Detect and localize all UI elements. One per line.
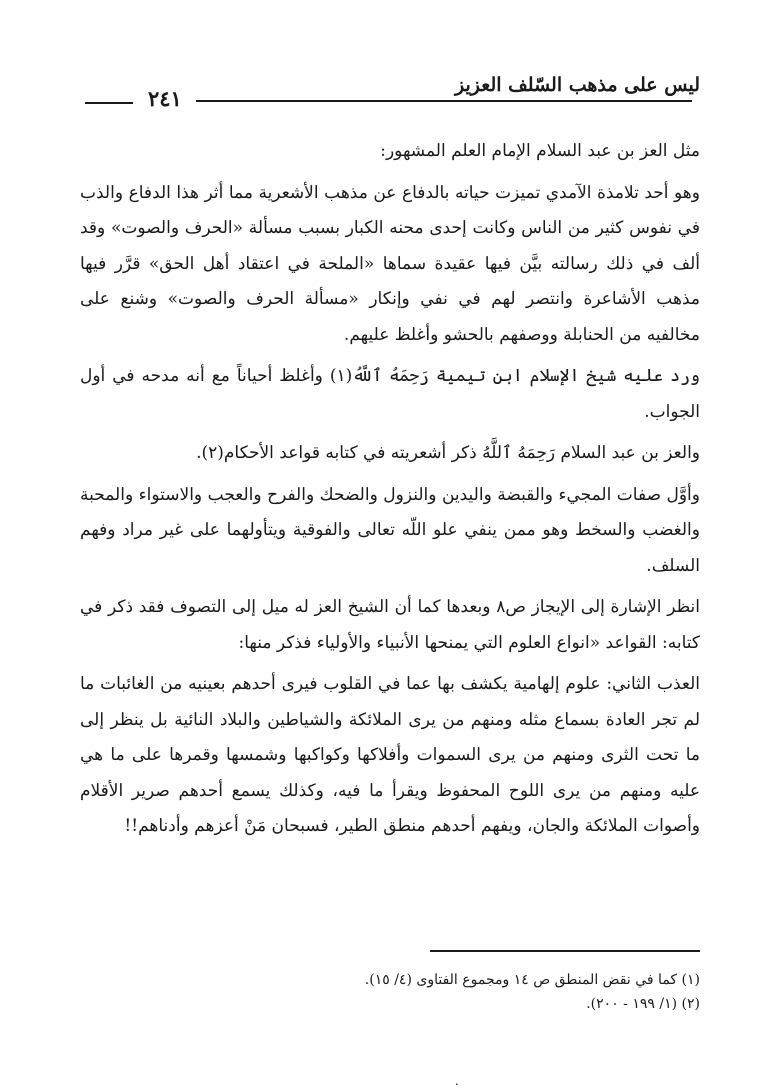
paragraph: وأوَّل صفات المجيء والقبضة واليدين والنزول والضحك والفرح والعجب والاستواء والمحبة والغضب والسخط وهو ممن ينفي علو اللّه تعالى والفوقية ويتأولهما على غير مراد وفهم السلف.	[80, 484, 700, 576]
paragraph: العذب الثاني: علوم إلهامية يكشف بها عما في القلوب فيرى أحدهم بعينيه من الغائبات ما لم تجر العادة بسماع مثله ومنهم من يرى الملائكة والشياطين والبلاد النائية بل ينظر إلى ما تحت الثرى ومنهم من يرى السموات وأفلاكها وكواكبها وشمسها وقمرها على ما هي عليه ومنهم من يرى اللوح المحفوظ ويقرأ ما فيه، وكذلك يسمع أحدهم صرير الأقلام وأصوات الملائكة والجان، ويفهم أحدهم منطق الطير، فسبحان مَنْ أعزهم وأدناهم!!	[80, 674, 700, 836]
footnote: (٢) (١/ ١٩٩ - ٢٠٠).	[586, 996, 700, 1012]
footnotes	[80, 968, 700, 1016]
paragraph: وهو أحد تلامذة الآمدي تميزت حياته بالدفاع عن مذهب الأشعرية مما أثر هذا الدفاع والذب في نفوس كثير من الناس وكانت إحدى محنه الكبار بسبب مسألة «الحرف والصوت» وقد ألف في ذلك رسالته بيَّن فيها عقيدة سماها «الملحة في اعتقاد أهل الحق» قرَّر فيها مذهب الأشاعرة وانتصر لهم في نفي وإنكار «مسألة الحرف والصوت» وشنع على مخالفيه من الحنابلة ووصفهم بالحشو وأغلظ عليهم.	[80, 182, 700, 345]
footnote-rule	[430, 950, 700, 952]
bottom-mark: .	[455, 1074, 459, 1088]
paragraph: ورد عليه شيخ الإسلام ابن تيمية رَحِمَهُ ٱللَّهُ(١) وأغلظ أحياناً مع أنه مدحه في أول الجواب.	[80, 366, 700, 422]
paragraph: انظر الإشارة إلى الإيجاز ص٨ وبعدها كما أن الشيخ العز له ميل إلى التصوف فقد ذكر في كتابه: القواعد «انواع العلوم التي يمنحها الأنبياء والأولياء فذكر منها:	[80, 597, 700, 653]
footnote: (١) كما في نقض المنطق ص ١٤ ومجموع الفتاوى (٤/ ١٥).	[364, 972, 700, 988]
page-number-rule	[85, 102, 133, 104]
paragraph: والعز بن عبد السلام رَحِمَهُ ٱللَّهُ ذكر أشعريته في كتابه قواعد الأحكام(٢).	[196, 443, 700, 463]
page-number: ٢٤١	[148, 86, 182, 111]
paragraph: مثل العز بن عبد السلام الإمام العلم المشهور:	[380, 141, 700, 161]
header-rule	[196, 100, 692, 102]
main-text	[80, 134, 700, 851]
running-title: ليس على مذهب السّلف العزيز	[455, 74, 700, 96]
